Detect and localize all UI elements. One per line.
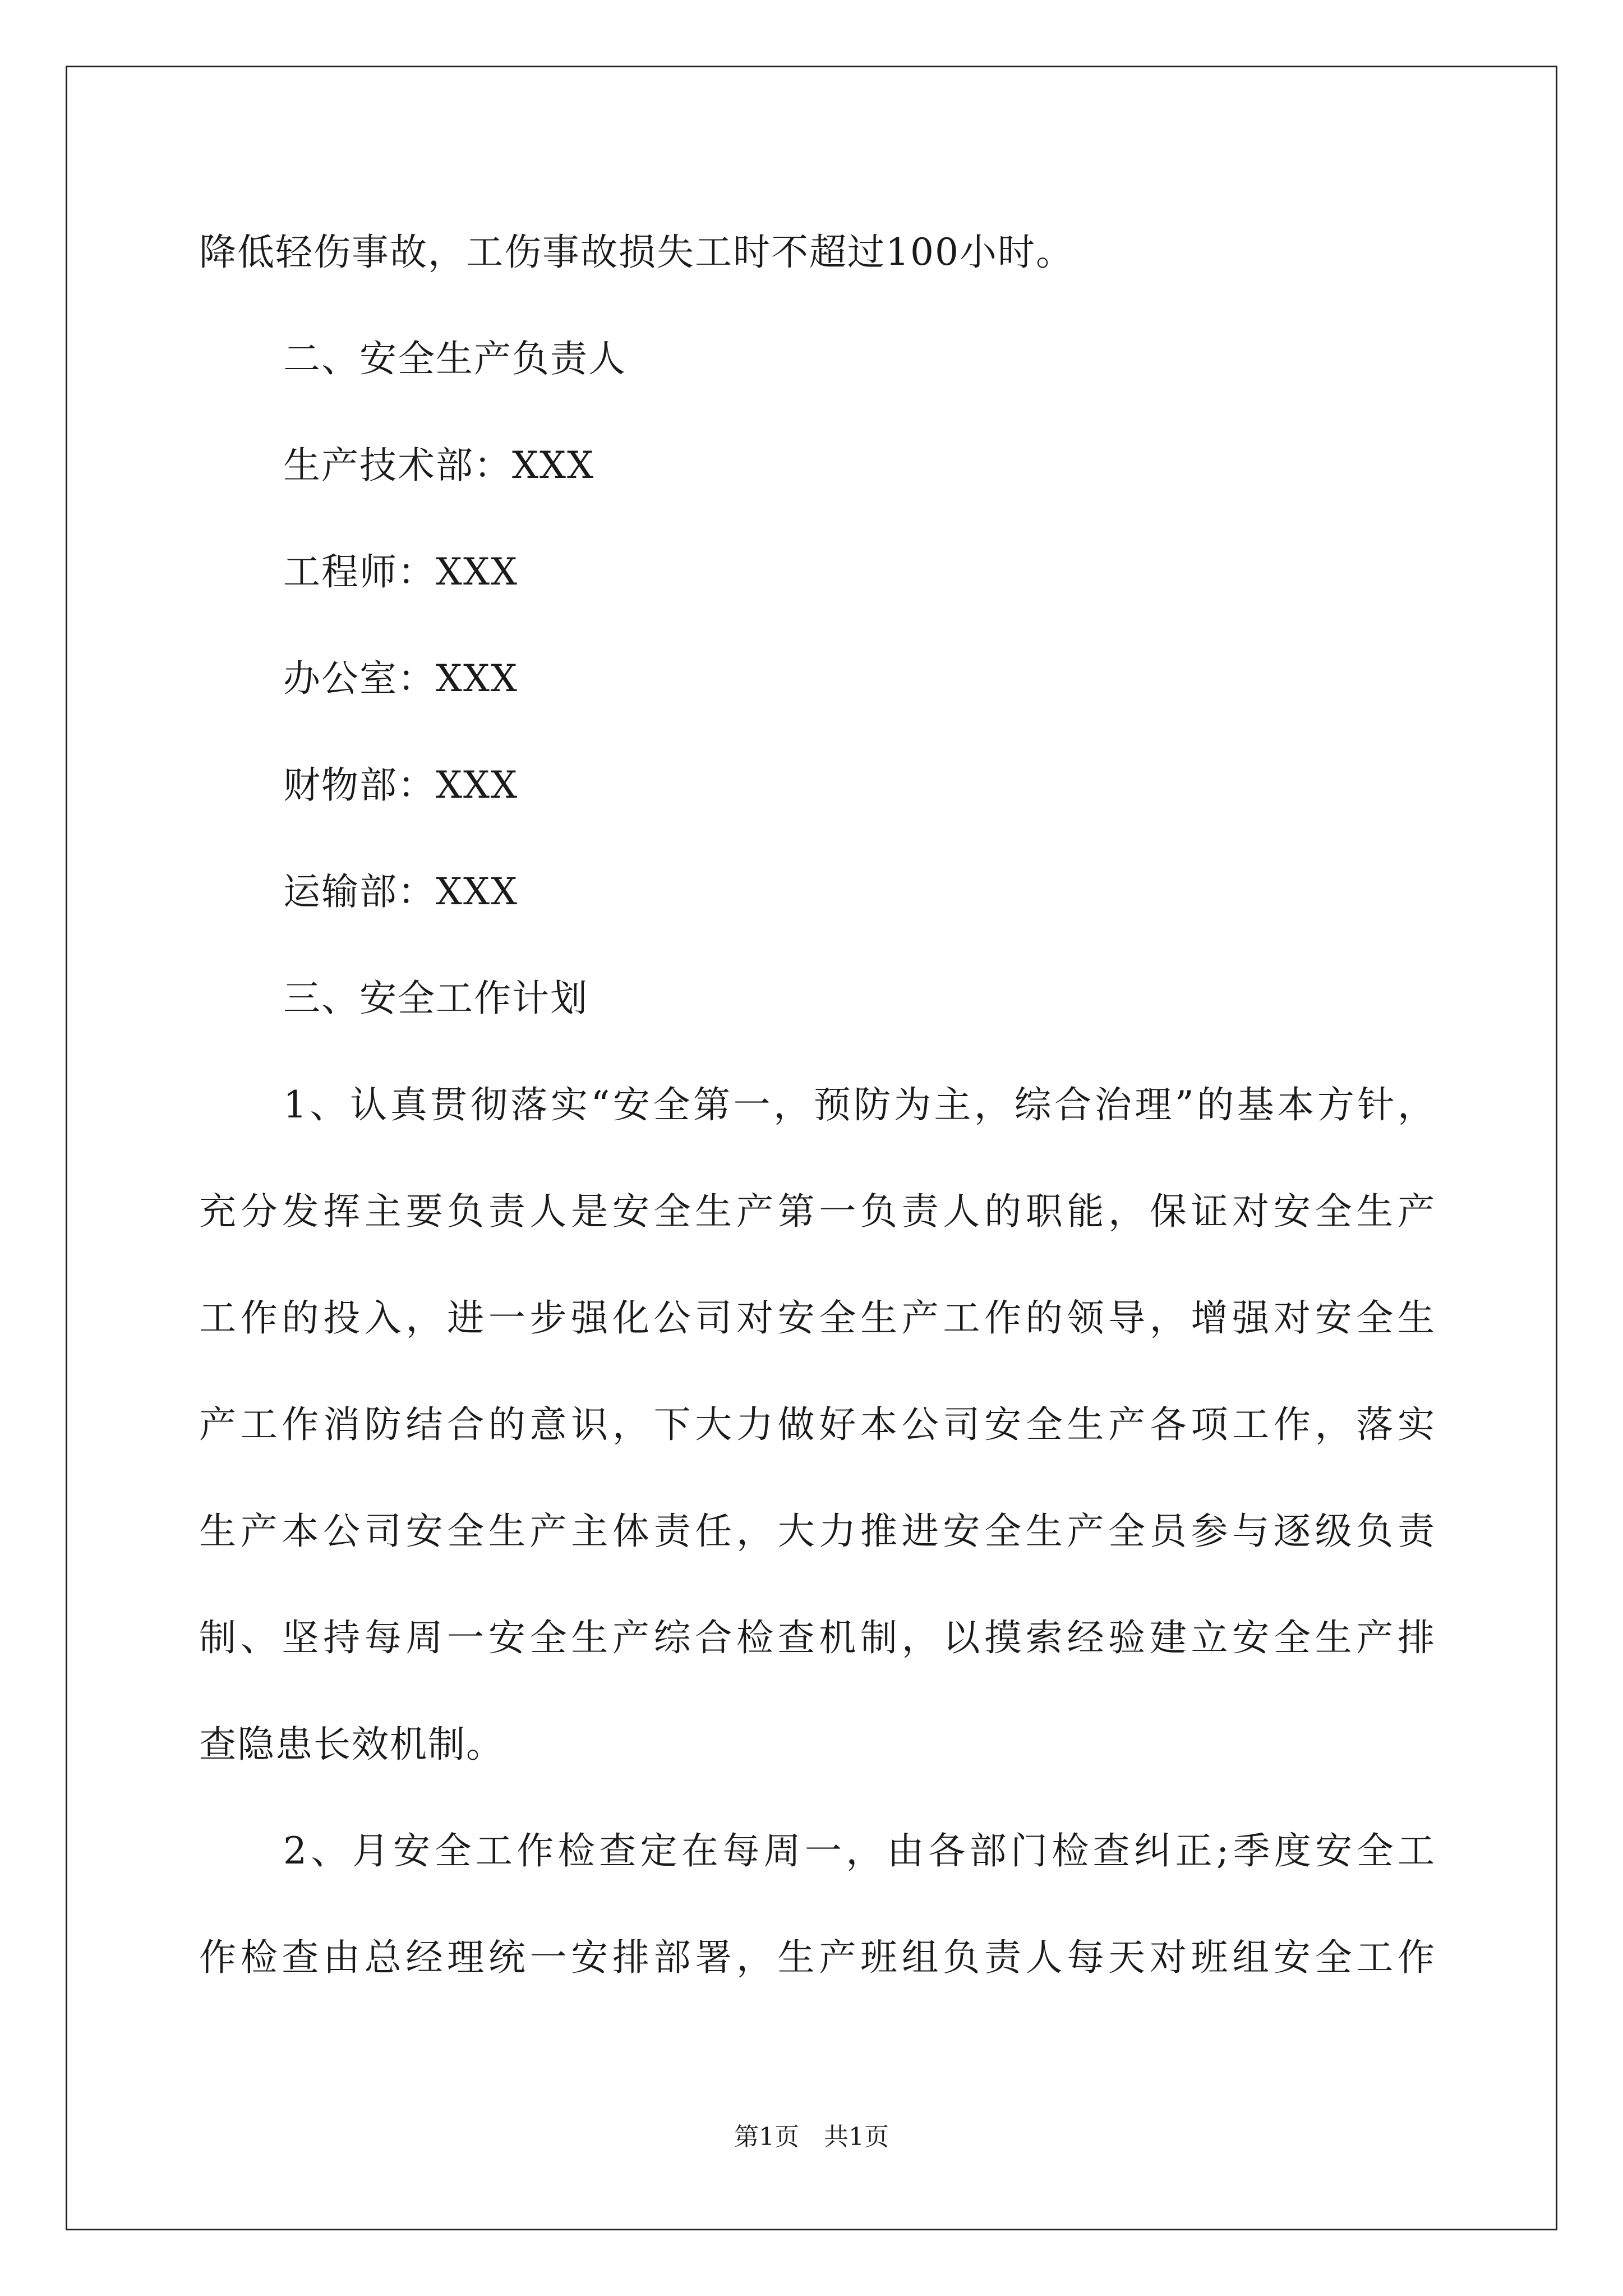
- responsible-engineer: 工程师：XXX: [283, 550, 518, 593]
- section-heading-3: 三、安全工作计划: [283, 977, 588, 1020]
- item1-line-5: 生产本公司安全生产主体责任，大力推进安全生产全员参与逐级负责: [199, 1510, 1436, 1553]
- responsible-production-tech: 生产技术部：XXX: [283, 444, 594, 487]
- item2-line-1: 2、月安全工作检查定在每周一，由各部门检查纠正;季度安全工: [283, 1829, 1436, 1872]
- section-heading-2: 二、安全生产负责人: [283, 337, 626, 380]
- page-number-footer: 第1页 共1页: [734, 2123, 889, 2151]
- item1-line-2: 充分发挥主要负责人是安全生产第一负责人的职能，保证对安全生产: [199, 1190, 1436, 1233]
- paragraph-continuation: 降低轻伤事故，工伤事故损失工时不超过100小时。: [199, 231, 1074, 274]
- item1-line-3: 工作的投入，进一步强化公司对安全生产工作的领导，增强对安全生: [199, 1296, 1436, 1340]
- item1-line-7: 查隐患长效机制。: [199, 1723, 504, 1766]
- item1-line-1: 1、认真贯彻落实“安全第一，预防为主，综合治理”的基本方针，: [283, 1083, 1436, 1126]
- page-border: [66, 66, 1557, 2230]
- responsible-finance: 财物部：XXX: [283, 763, 518, 807]
- item2-line-2: 作检查由总经理统一安排部署，生产班组负责人每天对班组安全工作: [199, 1936, 1436, 1979]
- responsible-transport: 运输部：XXX: [283, 870, 518, 913]
- responsible-office: 办公室：XXX: [283, 657, 518, 700]
- item1-line-4: 产工作消防结合的意识，下大力做好本公司安全生产各项工作，落实: [199, 1403, 1436, 1446]
- item1-line-6: 制、坚持每周一安全生产综合检查机制，以摸索经验建立安全生产排: [199, 1616, 1436, 1659]
